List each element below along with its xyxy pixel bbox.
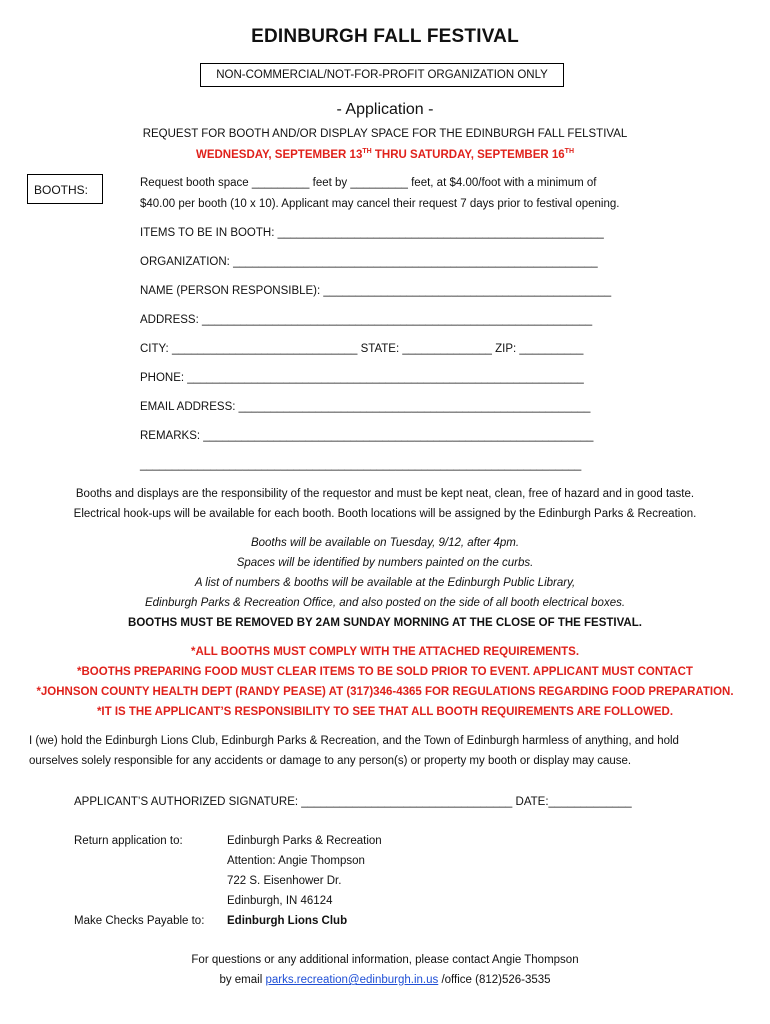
city-state-zip-field[interactable]: CITY: _____________________________ STATE: ______________ ZIP: __________ (140, 343, 584, 355)
removal-deadline: BOOTHS MUST BE REMOVED BY 2AM SUNDAY MORNING AT THE CLOSE OF THE FESTIVAL. (128, 617, 642, 629)
email-link[interactable]: parks.recreation@edinburgh.in.us (265, 974, 439, 986)
dates-sup-2: TH (564, 148, 575, 155)
note-line-4: Edinburgh Parks & Recreation Office, and also posted on the side of all booth electrical boxes. (144, 597, 626, 609)
return-address-line: Attention: Angie Thompson (227, 855, 365, 867)
nonprofit-notice-box: NON-COMMERCIAL/NOT-FOR-PROFIT ORGANIZATION ONLY (200, 63, 564, 87)
organization-field[interactable]: ORGANIZATION: _________________________________________________________ (140, 256, 598, 268)
dates-part-2: THRU SATURDAY, SEPTEMBER 16 (371, 149, 565, 161)
remarks-field[interactable]: REMARKS: _____________________________________________________________ (140, 430, 594, 442)
note-line-3: A list of numbers & booths will be available at the Edinburgh Public Library, (194, 577, 576, 589)
contact-prefix: by email (219, 974, 266, 986)
booths-label-box: BOOTHS: (27, 174, 103, 204)
dates-sup-1: TH (362, 148, 372, 155)
request-heading: REQUEST FOR BOOTH AND/OR DISPLAY SPACE FOR THE EDINBURGH FALL FELSTIVAL (142, 128, 628, 140)
email-field[interactable]: EMAIL ADDRESS: _______________________________________________________ (140, 401, 591, 413)
dates-part-1: WEDNESDAY, SEPTEMBER 13 (195, 149, 363, 161)
contact-suffix: /office (812)526-3535 (438, 974, 551, 986)
contact-line-2 (0, 974, 770, 986)
return-address-line: 722 S. Eisenhower Dr. (227, 875, 342, 887)
name-field[interactable]: NAME (PERSON RESPONSIBLE): _____________________________________________ (140, 285, 612, 297)
responsibility-line-1: Booths and displays are the responsibility of the requestor and must be kept neat, clean, free of hazard and in good taste. (75, 488, 695, 500)
booth-request-line-2: $40.00 per booth (10 x 10). Applicant may cancel their request 7 days prior to festival opening. (140, 198, 620, 210)
warning-line-3: *JOHNSON COUNTY HEALTH DEPT (RANDY PEASE) AT (317)346-4365 FOR REGULATIONS REGARDING FOOD PREPARATION. (36, 686, 734, 698)
address-field[interactable]: ADDRESS: _____________________________________________________________ (140, 314, 593, 326)
contact-line-1: For questions or any additional information, please contact Angie Thompson (191, 954, 579, 966)
warning-line-2: *BOOTHS PREPARING FOOD MUST CLEAR ITEMS TO BE SOLD PRIOR TO EVENT. APPLICANT MUST CONTACT (77, 666, 693, 678)
hold-harmless-line-1: I (we) hold the Edinburgh Lions Club, Edinburgh Parks & Recreation, and the Town of Edinburgh harmless of anything, and hold (29, 735, 679, 747)
hold-harmless-line-2: ourselves solely responsible for any accidents or damage to any person(s) or property my booth or display may cause. (29, 755, 632, 767)
warning-line-1: *ALL BOOTHS MUST COMPLY WITH THE ATTACHED REQUIREMENTS. (190, 646, 580, 658)
remarks-extra-line[interactable]: _____________________________________________________________________ (140, 459, 582, 471)
return-address-line: Edinburgh Parks & Recreation (227, 835, 382, 847)
phone-field[interactable]: PHONE: ______________________________________________________________ (140, 372, 584, 384)
checks-payable-label: Make Checks Payable to: (74, 915, 205, 927)
signature-date-field[interactable]: APPLICANT’S AUTHORIZED SIGNATURE: _________________________________ DATE:_____________ (74, 796, 632, 808)
checks-payable-value: Edinburgh Lions Club (227, 915, 348, 927)
return-address-line: Edinburgh, IN 46124 (227, 895, 333, 907)
festival-dates (0, 148, 770, 161)
application-heading: - Application - (336, 101, 434, 118)
note-line-2: Spaces will be identified by numbers painted on the curbs. (236, 557, 534, 569)
booth-request-line-1[interactable]: Request booth space _________ feet by _________ feet, at $4.00/foot with a minimum of (140, 177, 597, 189)
items-field[interactable]: ITEMS TO BE IN BOOTH: ___________________________________________________ (140, 227, 604, 239)
note-line-1: Booths will be available on Tuesday, 9/12, after 4pm. (250, 537, 520, 549)
return-label: Return application to: (74, 835, 183, 847)
responsibility-line-2: Electrical hook-ups will be available for each booth. Booth locations will be assigned by the Edinburgh Parks & Recreation. (73, 508, 697, 520)
warning-line-4: *IT IS THE APPLICANT’S RESPONSIBILITY TO SEE THAT ALL BOOTH REQUIREMENTS ARE FOLLOWED. (96, 706, 674, 718)
page-title: EDINBURGH FALL FESTIVAL (251, 26, 519, 47)
